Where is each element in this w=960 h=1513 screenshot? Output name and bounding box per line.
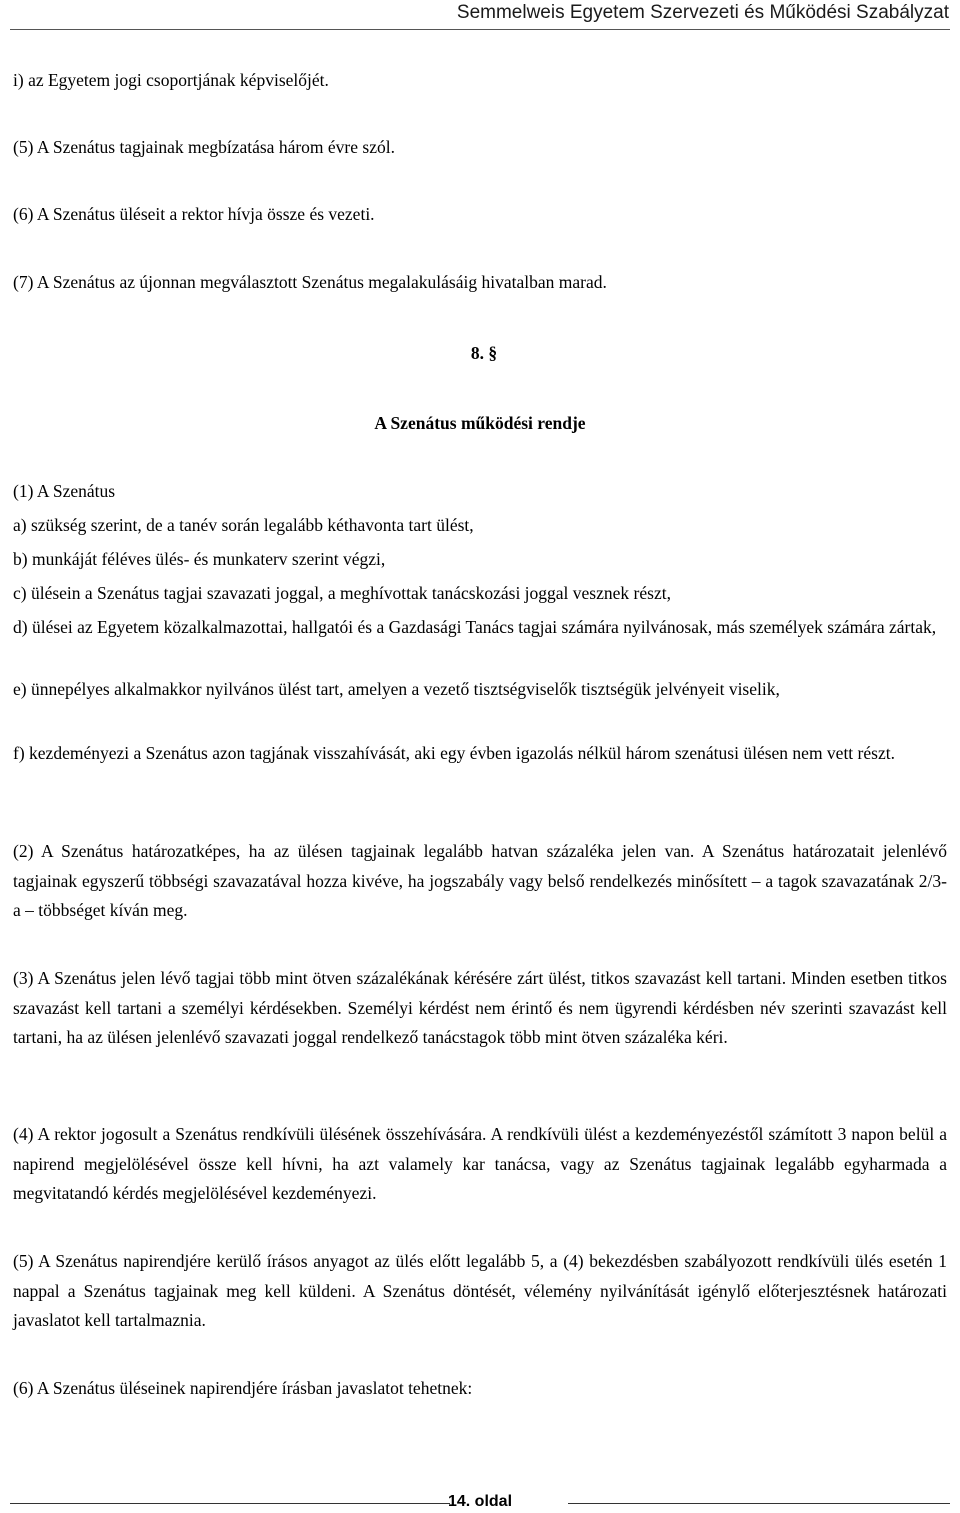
paragraph-6: (6) A Szenátus üléseit a rektor hívja össze és vezeti. xyxy=(13,204,375,224)
section-title: A Szenátus működési rendje xyxy=(374,413,586,433)
item-1-c: c) ülésein a Szenátus tagjai szavazati joggal, a meghívottak tanácskozási joggal vesznek részt, xyxy=(13,583,671,603)
item-1-d: d) ülései az Egyetem közalkalmazottai, hallgatói és a Gazdasági Tanács tagjai számára nyilvánosak, más személyek számára zártak, xyxy=(13,617,937,637)
paragraph-5b: (5) A Szenátus napirendjére kerülő írásos anyagot az ülés előtt legalább 5, a (4) bekezdésben szabályozott rendkívüli ülés esetén 1 nappal a Szenátus tagjainak meg kell küldeni. A Szenátus döntését, vélemény nyilvánítását igénylő előterjesztésnek határozati javaslatot kell tartalmaznia. xyxy=(13,1251,947,1330)
paragraph-5: (5) A Szenátus tagjainak megbízatása három évre szól. xyxy=(13,137,395,157)
item-1-e: e) ünnepélyes alkalmakkor nyilvános ülést tart, amelyen a vezető tisztségviselők tisztségük jelvényeit viselik, xyxy=(13,679,780,699)
paragraph-7: (7) A Szenátus az újonnan megválasztott Szenátus megalakulásáig hivatalban marad. xyxy=(13,272,607,292)
page-header: Semmelweis Egyetem Szervezeti és Működési Szabályzat xyxy=(456,2,949,23)
item-1-b: b) munkáját féléves ülés- és munkaterv szerint végzi, xyxy=(13,549,386,569)
paragraph-4: (4) A rektor jogosult a Szenátus rendkívüli ülésének összehívására. A rendkívüli ülést a kezdeményezéstől számított 3 napon belül a napirend megjelölésével össze kell hívni, ha azt valamely kar tanácsa, vagy az Szenátus tagjainak legalább egyharmada a megvitatandó kérdés megjelölésével kezdeményezi. xyxy=(13,1124,947,1203)
paragraph-3: (3) A Szenátus jelen lévő tagjai több mint ötven százalékának kérésére zárt ülést, titkos szavazást kell tartani. Minden esetben titkos szavazást kell tartani a személyi kérdésekben. Személyi kérdést nem érintő és nem ügyrendi kérdésben név szerinti szavazást kell tartani, ha az ülésen jelenlévő szavazati joggal rendelkező tanácstagok több mint ötven százaléka kéri. xyxy=(13,968,947,1047)
section-number: 8. § xyxy=(470,343,498,363)
page-footer xyxy=(0,1493,960,1511)
page-number: 14. xyxy=(447,1493,471,1510)
paragraph-2: (2) A Szenátus határozatképes, ha az ülésen tagjainak legalább hatvan százaléka jelen van. A Szenátus határozatait jelenlévő tagjainak egyszerű többségi szavazatával hozza kivéve, ha jogszabály vagy belső rendelkezés minősített – a tagok szavazatának 2/3-a – többséget kíván meg. xyxy=(13,841,947,920)
page-label: oldal xyxy=(474,1493,513,1510)
item-1-a: a) szükség szerint, de a tanév során legalább kéthavonta tart ülést, xyxy=(13,515,474,535)
item-1-f: f) kezdeményezi a Szenátus azon tagjának visszahívását, aki egy évben igazolás nélkül három szenátusi ülésen nem vett részt. xyxy=(13,743,895,763)
header-divider xyxy=(10,29,950,30)
item-1-intro: (1) A Szenátus xyxy=(13,481,116,501)
paragraph-6b: (6) A Szenátus üléseinek napirendjére írásban javaslatot tehetnek: xyxy=(13,1378,473,1398)
paragraph-item-i: i) az Egyetem jogi csoportjának képviselőjét. xyxy=(13,70,329,90)
